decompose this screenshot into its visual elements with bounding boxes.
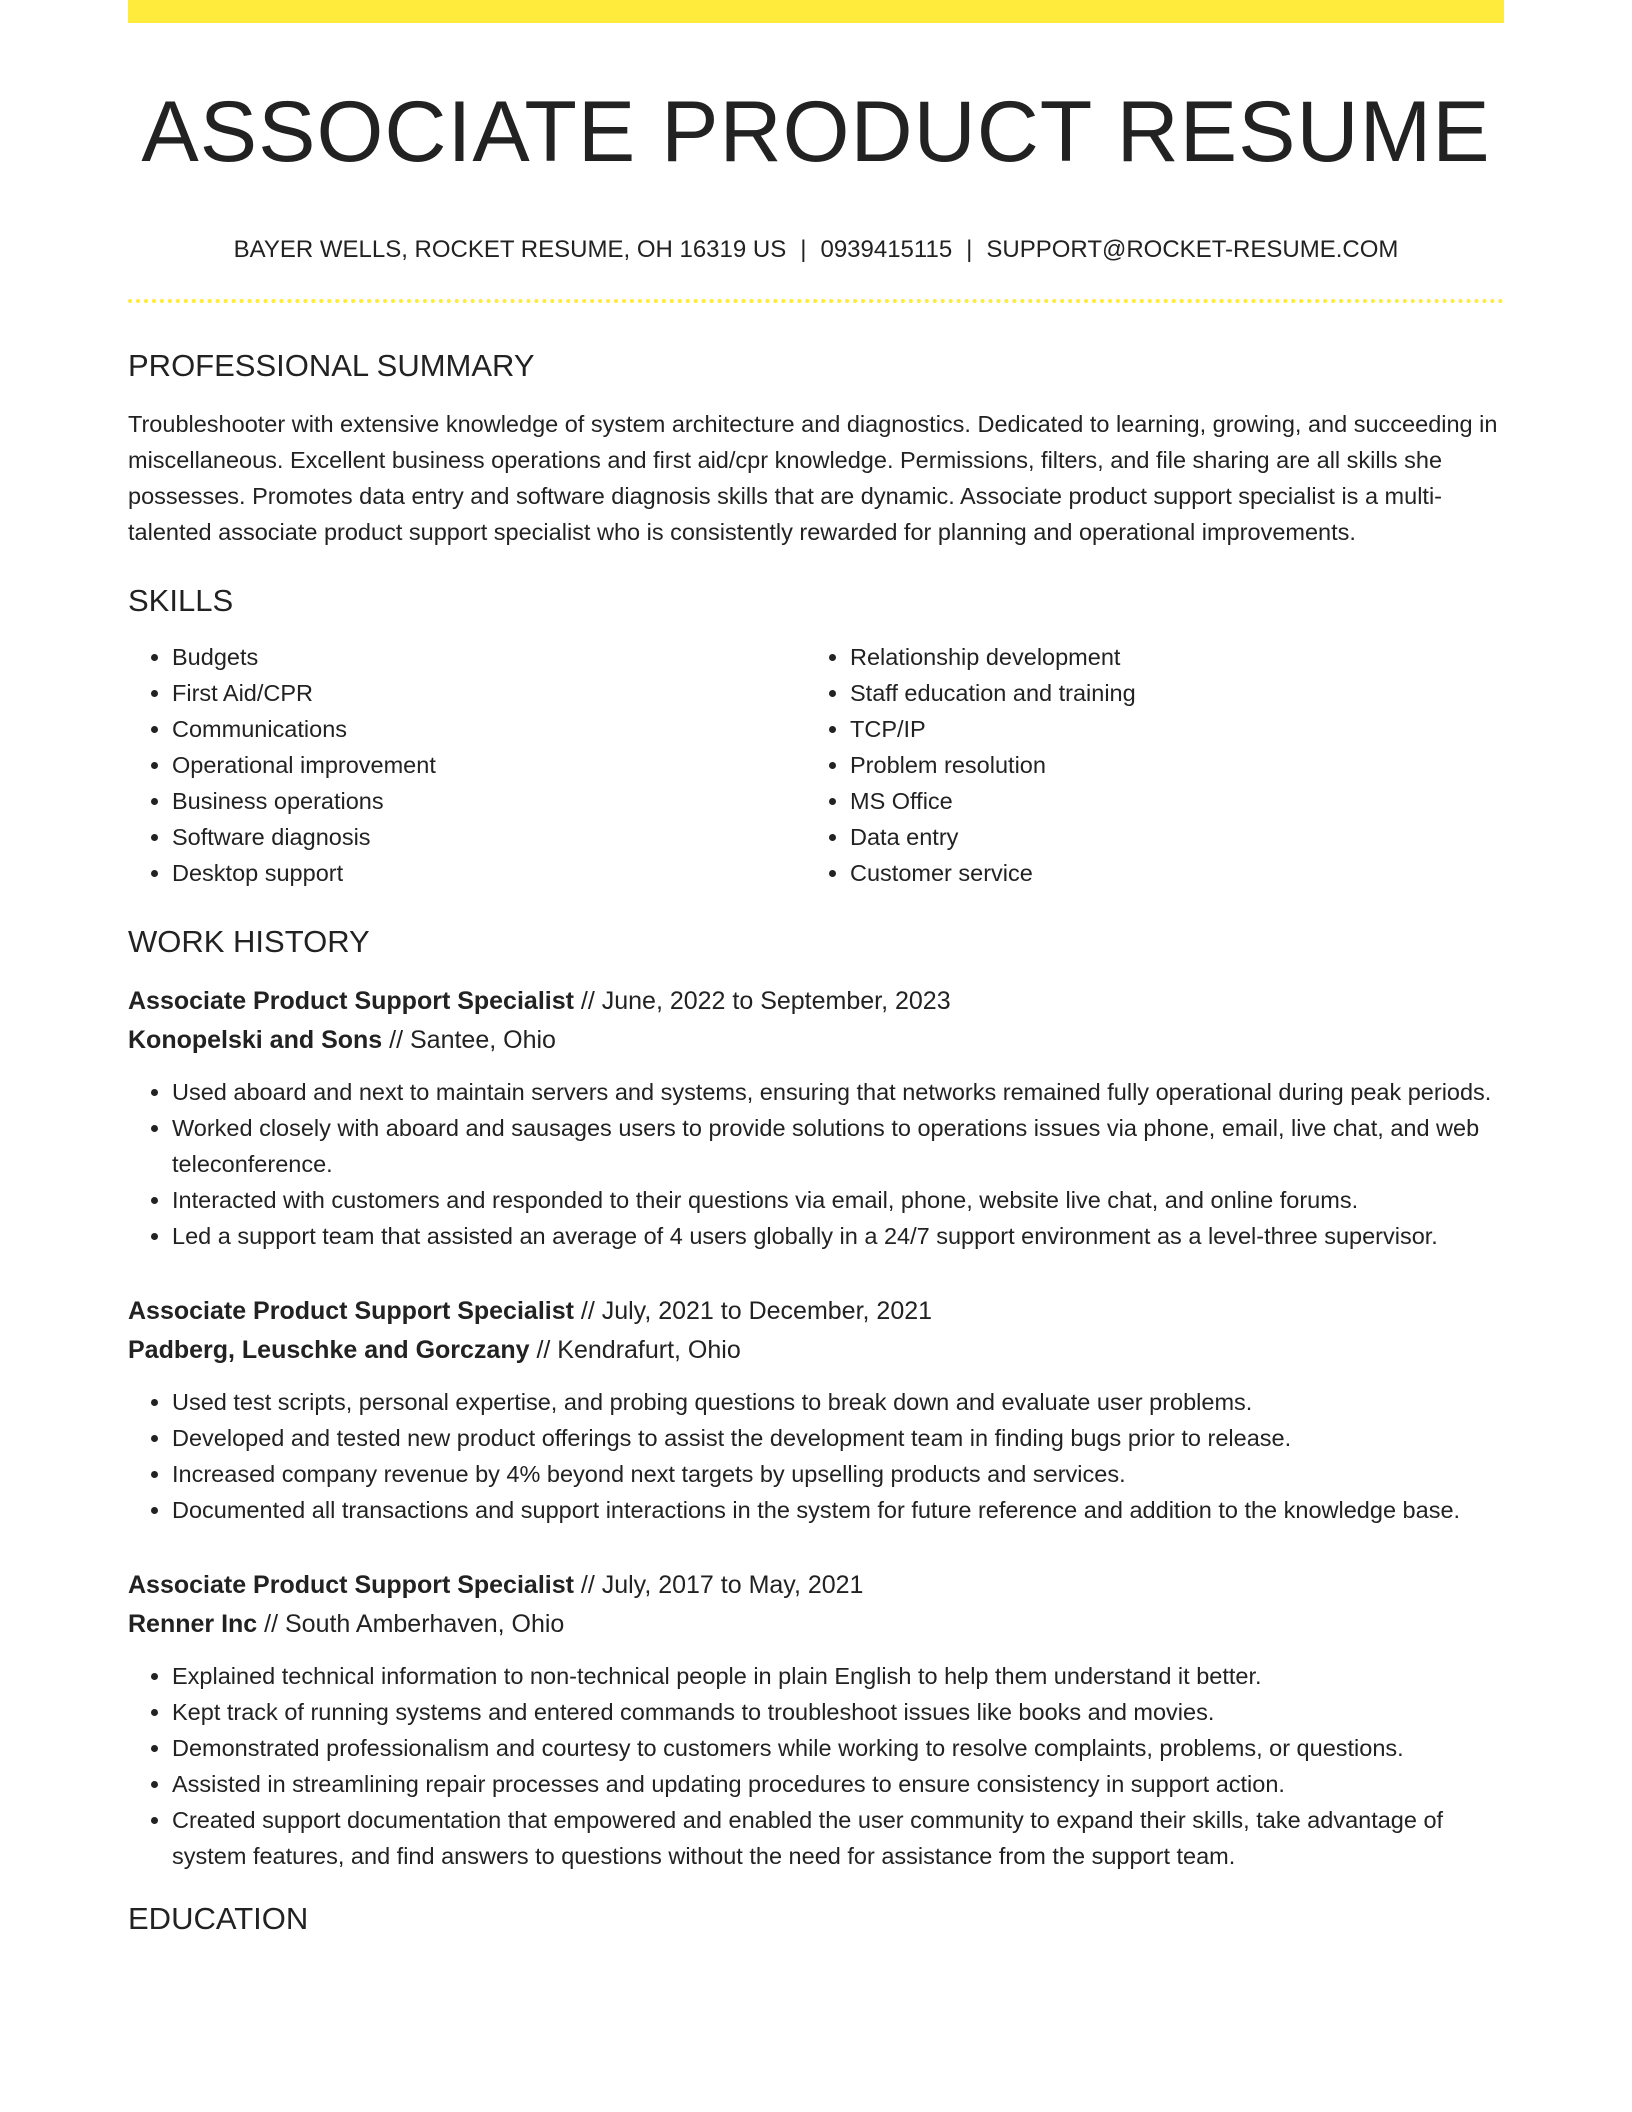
job-title: Associate Product Support Specialist [128,987,574,1016]
skill-item: • Customer service [850,855,1484,891]
accent-top-bar [128,0,1504,23]
contact-address: BAYER WELLS, ROCKET RESUME, OH 16319 US [233,235,787,263]
skills-column-left [128,639,806,891]
resume-page [128,0,1504,1938]
skill-item: • Communications [172,711,806,747]
skills-heading: SKILLS [128,582,234,618]
job-bullet: • Assisted in streamlining repair processes and updating procedures to ensure consistency in support action. [172,1766,1504,1802]
skill-item: • Operational improvement [172,747,806,783]
job-location: // Santee, Ohio [389,1026,556,1055]
job-bullet: • Kept track of running systems and entered commands to troubleshoot issues like books and movies. [172,1694,1504,1730]
skill-item: • Problem resolution [850,747,1484,783]
job-company: Renner Inc [128,1610,258,1639]
summary-heading: PROFESSIONAL SUMMARY [128,347,535,383]
job-bullet: • Documented all transactions and support interactions in the system for future reference and addition to the knowledge base. [172,1492,1504,1528]
job-dates: // June, 2022 to September, 2023 [580,987,951,1016]
skill-item: • Software diagnosis [172,819,806,855]
skill-item: • First Aid/CPR [172,675,806,711]
skill-item: • Relationship development [850,639,1484,675]
job-bullet: • Led a support team that assisted an average of 4 users globally in a 24/7 support environment as a level-three supervisor. [172,1218,1504,1254]
job-bullets [128,1384,1504,1528]
job-entry [128,1566,1504,1874]
job-location: // Kendrafurt, Ohio [536,1336,741,1365]
education-heading: EDUCATION [128,1901,309,1937]
resume-title: ASSOCIATE PRODUCT RESUME [141,84,1491,180]
job-bullets [128,1658,1504,1874]
job-bullet: • Used test scripts, personal expertise, and probing questions to break down and evaluate user problems. [172,1384,1504,1420]
job-company-line [128,1605,1504,1644]
contact-separator: | [800,235,807,263]
job-bullet: • Interacted with customers and responded to their questions via email, phone, website live chat, and online forums. [172,1182,1504,1218]
job-title: Associate Product Support Specialist [128,1571,574,1600]
contact-email: SUPPORT@ROCKET-RESUME.COM [986,235,1399,263]
job-company-line [128,1021,1504,1060]
job-title: Associate Product Support Specialist [128,1297,574,1326]
job-company: Konopelski and Sons [128,1026,383,1055]
work-history-heading: WORK HISTORY [128,924,370,960]
job-title-line [128,1292,1504,1331]
job-dates: // July, 2021 to December, 2021 [580,1297,933,1326]
job-bullet: • Demonstrated professionalism and courtesy to customers while working to resolve complaints, problems, or questions. [172,1730,1504,1766]
dotted-divider [128,299,1504,303]
job-title-line [128,982,1504,1021]
skill-item: • Data entry [850,819,1484,855]
skill-item: • Budgets [172,639,806,675]
contact-phone: 0939415115 [820,235,953,263]
job-dates: // July, 2017 to May, 2021 [580,1571,864,1600]
job-company-line [128,1331,1504,1370]
skills-grid [128,639,1504,891]
skill-item: • TCP/IP [850,711,1484,747]
job-location: // South Amberhaven, Ohio [264,1610,565,1639]
job-bullet: • Explained technical information to non-technical people in plain English to help them understand it better. [172,1658,1504,1694]
skills-column-right [806,639,1484,891]
contact-line [128,234,1504,265]
job-title-line [128,1566,1504,1605]
skill-item: • Business operations [172,783,806,819]
job-bullet: • Worked closely with aboard and sausages users to provide solutions to operations issues via phone, email, live chat, and web teleconference. [172,1110,1504,1182]
job-company: Padberg, Leuschke and Gorczany [128,1336,530,1365]
job-bullet: • Developed and tested new product offerings to assist the development team in finding bugs prior to release. [172,1420,1504,1456]
job-bullet: • Increased company revenue by 4% beyond next targets by upselling products and services. [172,1456,1504,1492]
job-entry [128,1292,1504,1528]
skill-item: • Desktop support [172,855,806,891]
job-bullet: • Created support documentation that empowered and enabled the user community to expand their skills, take advantage of system features, and find answers to questions without the need for assistance from the support team. [172,1802,1504,1874]
job-bullet: • Used aboard and next to maintain servers and systems, ensuring that networks remained fully operational during peak periods. [172,1074,1504,1110]
summary-text: Troubleshooter with extensive knowledge of system architecture and diagnostics. Dedicated to learning, growing, and succeeding in miscellaneous. Excellent business operations and first aid/cpr knowledge. Permissions, filters, and file sharing are all skills she possesses. Promotes data entry and software diagnosis skills that are dynamic. Associate product support specialist is a multi-talented associate product support specialist who is consistently rewarded for planning and operational improvements. [128,410,1498,545]
contact-separator: | [966,235,973,263]
skill-item: • Staff education and training [850,675,1484,711]
job-bullets [128,1074,1504,1254]
job-entry [128,982,1504,1254]
skill-item: • MS Office [850,783,1484,819]
